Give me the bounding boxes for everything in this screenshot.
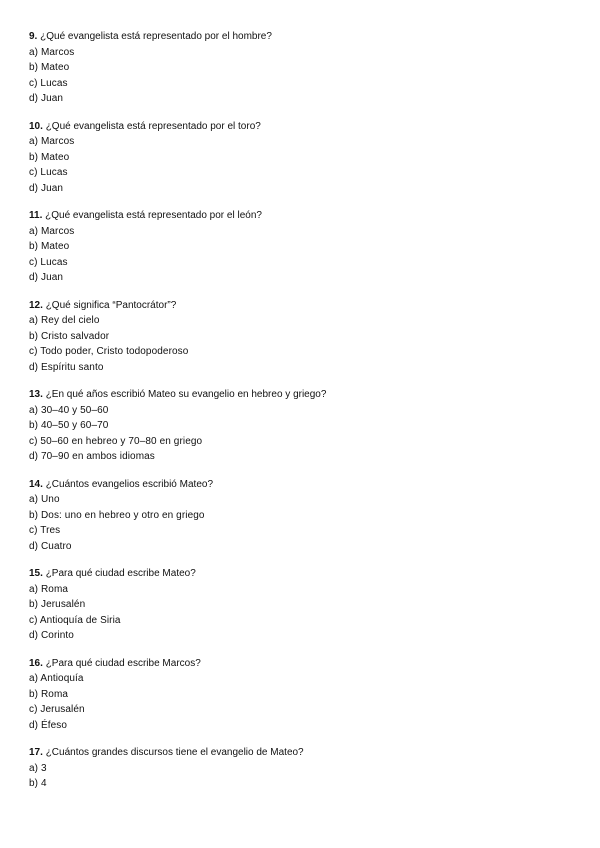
question-13 xyxy=(29,387,569,465)
option-a: a) Rey del cielo xyxy=(29,315,100,326)
question-12 xyxy=(29,298,569,376)
question-title xyxy=(29,477,569,493)
option-d: d) Éfeso xyxy=(29,719,68,731)
option-a: a) Marcos xyxy=(29,46,75,58)
option-a: a) 30–40 y 50–60 xyxy=(29,404,109,416)
option-c: c) Antioquía de Siria xyxy=(29,614,121,626)
option-a: a) Marcos xyxy=(29,225,75,237)
question-14 xyxy=(29,477,569,555)
option-a: a) 3 xyxy=(29,762,47,774)
option-d: d) Espíritu santo xyxy=(29,361,104,373)
option-c: c) Jerusalén xyxy=(29,704,85,715)
question-number: 9. xyxy=(29,31,38,42)
question-title xyxy=(29,387,569,403)
option-c: c) Lucas xyxy=(29,77,68,89)
option-a: a) Uno xyxy=(29,494,60,505)
quiz-page xyxy=(29,29,569,804)
option-c: c) Todo poder, Cristo todopoderoso xyxy=(29,346,189,357)
question-15 xyxy=(29,566,569,644)
question-text: ¿Para qué ciudad escribe Marcos? xyxy=(45,657,201,669)
option-b: b) 4 xyxy=(29,778,47,789)
option-b: b) Jerusalén xyxy=(29,599,86,610)
question-title xyxy=(29,566,569,582)
option-c: c) Lucas xyxy=(29,256,68,268)
option-d: d) 70–90 en ambos idiomas xyxy=(29,451,155,462)
question-title xyxy=(29,656,569,672)
option-b: b) 40–50 y 60–70 xyxy=(29,420,109,431)
option-a: a) Antioquía xyxy=(29,673,84,684)
question-text: ¿Qué evangelista está representado por el hombre? xyxy=(40,31,272,42)
question-17 xyxy=(29,745,569,792)
question-11 xyxy=(29,208,569,286)
option-b: b) Roma xyxy=(29,688,69,700)
option-b: b) Mateo xyxy=(29,151,70,163)
option-a: a) Marcos xyxy=(29,136,75,147)
question-text: ¿En qué años escribió Mateo su evangelio en hebreo y griego? xyxy=(45,389,327,400)
question-text: ¿Qué evangelista está representado por el toro? xyxy=(45,120,261,132)
question-title xyxy=(29,119,569,135)
option-d: d) Juan xyxy=(29,272,64,283)
option-a: a) Roma xyxy=(29,583,69,595)
question-text: ¿Qué evangelista está representado por el león? xyxy=(45,210,262,221)
question-title xyxy=(29,208,569,224)
question-text: ¿Para qué ciudad escribe Mateo? xyxy=(45,568,196,579)
question-9 xyxy=(29,29,569,107)
option-d: d) Corinto xyxy=(29,630,74,641)
option-d: d) Juan xyxy=(29,182,64,194)
question-number: 12. xyxy=(29,299,43,311)
option-c: c) Tres xyxy=(29,525,61,536)
question-title xyxy=(29,745,569,761)
question-number: 15. xyxy=(29,568,43,579)
question-number: 14. xyxy=(29,478,43,490)
option-b: b) Dos: uno en hebreo y otro en griego xyxy=(29,509,205,521)
option-c: c) Lucas xyxy=(29,167,68,178)
option-b: b) Cristo salvador xyxy=(29,330,110,342)
question-16 xyxy=(29,656,569,734)
question-number: 13. xyxy=(29,389,43,400)
option-b: b) Mateo xyxy=(29,241,70,252)
option-d: d) Cuatro xyxy=(29,540,72,552)
question-10 xyxy=(29,119,569,197)
question-title xyxy=(29,298,569,314)
question-number: 17. xyxy=(29,747,43,758)
question-number: 10. xyxy=(29,120,43,132)
option-b: b) Mateo xyxy=(29,62,70,73)
option-c: c) 50–60 en hebreo y 70–80 en griego xyxy=(29,435,203,447)
question-text: ¿Cuántos grandes discursos tiene el evangelio de Mateo? xyxy=(45,747,304,758)
question-number: 11. xyxy=(29,210,43,221)
question-text: ¿Cuántos evangelios escribió Mateo? xyxy=(45,478,214,490)
question-title xyxy=(29,29,569,45)
question-text: ¿Qué significa “Pantocrátor”? xyxy=(45,299,177,311)
question-number: 16. xyxy=(29,657,43,669)
option-d: d) Juan xyxy=(29,93,64,104)
